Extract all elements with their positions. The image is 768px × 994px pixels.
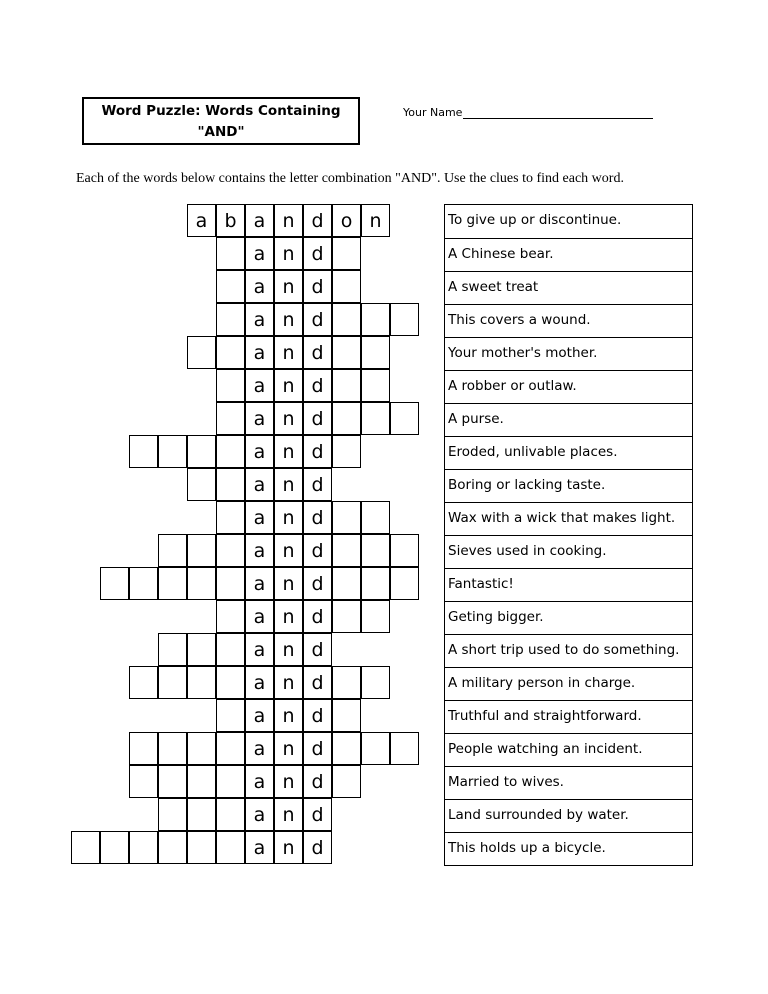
grid-cell[interactable] (129, 666, 158, 699)
title-line-2: "AND" (197, 124, 245, 140)
clue-row: Boring or lacking taste. (445, 469, 692, 502)
grid-cell[interactable]: a (245, 798, 274, 831)
grid-cell[interactable]: d (303, 666, 332, 699)
grid-cell[interactable] (332, 369, 361, 402)
grid-cell[interactable] (216, 336, 245, 369)
clue-row: A sweet treat (445, 271, 692, 304)
clue-row: Married to wives. (445, 766, 692, 799)
clue-row: Wax with a wick that makes light. (445, 502, 692, 535)
grid-cell[interactable]: n (274, 534, 303, 567)
grid-cell[interactable]: n (274, 567, 303, 600)
grid-cell[interactable] (187, 468, 216, 501)
clue-row: This holds up a bicycle. (445, 832, 692, 865)
grid-cell[interactable] (216, 798, 245, 831)
grid-cell[interactable] (332, 666, 361, 699)
grid-cell[interactable] (216, 732, 245, 765)
grid-cell[interactable]: a (245, 435, 274, 468)
grid-cell[interactable]: n (274, 204, 303, 237)
grid-cell[interactable]: n (361, 204, 390, 237)
grid-cell[interactable] (187, 798, 216, 831)
grid-cell[interactable] (216, 303, 245, 336)
grid-cell[interactable]: a (245, 336, 274, 369)
grid-cell[interactable]: d (303, 204, 332, 237)
grid-cell[interactable] (158, 567, 187, 600)
grid-cell[interactable]: a (245, 666, 274, 699)
grid-cell[interactable]: n (274, 303, 303, 336)
clue-row: A robber or outlaw. (445, 370, 692, 403)
grid-cell[interactable] (129, 765, 158, 798)
grid-cell[interactable]: d (303, 270, 332, 303)
grid-cell[interactable]: d (303, 633, 332, 666)
grid-cell[interactable]: d (303, 369, 332, 402)
grid-cell[interactable]: n (274, 402, 303, 435)
grid-cell[interactable]: o (332, 204, 361, 237)
grid-cell[interactable] (361, 567, 390, 600)
your-name-field[interactable] (403, 106, 653, 119)
grid-cell[interactable]: a (245, 501, 274, 534)
clue-row: Geting bigger. (445, 601, 692, 634)
grid-cell[interactable]: d (303, 468, 332, 501)
grid-cell[interactable]: n (274, 765, 303, 798)
grid-cell[interactable] (216, 237, 245, 270)
grid-cell[interactable] (216, 765, 245, 798)
grid-cell[interactable] (361, 336, 390, 369)
grid-cell[interactable] (332, 600, 361, 633)
grid-cell[interactable] (216, 534, 245, 567)
grid-cell[interactable] (332, 435, 361, 468)
grid-cell[interactable]: n (274, 699, 303, 732)
grid-cell[interactable]: a (245, 600, 274, 633)
grid-cell[interactable]: d (303, 600, 332, 633)
grid-cell[interactable] (187, 567, 216, 600)
grid-cell[interactable] (216, 600, 245, 633)
grid-cell[interactable] (332, 402, 361, 435)
grid-cell[interactable] (332, 270, 361, 303)
grid-cell[interactable] (361, 369, 390, 402)
grid-cell[interactable]: d (303, 303, 332, 336)
grid-cell[interactable]: a (245, 633, 274, 666)
grid-cell[interactable]: n (274, 501, 303, 534)
grid-cell[interactable]: d (303, 501, 332, 534)
grid-cell[interactable] (361, 402, 390, 435)
grid-cell[interactable] (332, 237, 361, 270)
grid-cell[interactable] (361, 501, 390, 534)
grid-cell[interactable] (100, 567, 129, 600)
grid-cell[interactable] (187, 732, 216, 765)
grid-cell[interactable]: b (216, 204, 245, 237)
grid-cell[interactable]: d (303, 732, 332, 765)
grid-cell[interactable] (332, 699, 361, 732)
grid-cell[interactable] (361, 732, 390, 765)
puzzle-title (82, 97, 360, 145)
grid-cell[interactable]: a (245, 534, 274, 567)
grid-cell[interactable] (158, 534, 187, 567)
grid-cell[interactable]: n (274, 237, 303, 270)
grid-cell[interactable] (216, 369, 245, 402)
grid-cell[interactable]: a (245, 699, 274, 732)
grid-cell[interactable] (158, 798, 187, 831)
grid-cell[interactable] (158, 765, 187, 798)
grid-cell[interactable] (216, 567, 245, 600)
grid-cell[interactable] (187, 831, 216, 864)
grid-cell[interactable] (187, 633, 216, 666)
clue-row: Your mother's mother. (445, 337, 692, 370)
grid-cell[interactable]: d (303, 798, 332, 831)
grid-cell[interactable]: a (245, 567, 274, 600)
clue-row: Truthful and straightforward. (445, 700, 692, 733)
clue-row: A short trip used to do something. (445, 634, 692, 667)
grid-cell[interactable] (332, 732, 361, 765)
grid-cell[interactable]: d (303, 534, 332, 567)
grid-cell[interactable] (390, 534, 419, 567)
clue-row: Eroded, unlivable places. (445, 436, 692, 469)
clue-row: To give up or discontinue. (448, 212, 622, 228)
grid-cell[interactable] (390, 402, 419, 435)
grid-cell[interactable] (187, 336, 216, 369)
grid-cell[interactable] (216, 435, 245, 468)
grid-cell[interactable]: n (274, 798, 303, 831)
grid-cell[interactable] (390, 732, 419, 765)
grid-cell[interactable] (187, 435, 216, 468)
grid-cell[interactable] (332, 336, 361, 369)
grid-cell[interactable] (216, 633, 245, 666)
grid-cell[interactable]: d (303, 765, 332, 798)
grid-cell[interactable]: n (274, 336, 303, 369)
grid-cell[interactable] (361, 666, 390, 699)
grid-cell[interactable] (129, 732, 158, 765)
grid-cell[interactable]: d (303, 567, 332, 600)
grid-cell[interactable]: a (245, 831, 274, 864)
grid-cell[interactable]: a (245, 468, 274, 501)
grid-cell[interactable]: d (303, 402, 332, 435)
grid-cell[interactable] (187, 534, 216, 567)
grid-cell[interactable] (390, 303, 419, 336)
grid-cell[interactable]: a (245, 204, 274, 237)
grid-cell[interactable] (216, 699, 245, 732)
grid-cell[interactable] (216, 468, 245, 501)
grid-cell[interactable] (100, 831, 129, 864)
grid-cell[interactable]: n (274, 831, 303, 864)
your-name-line[interactable] (463, 107, 653, 119)
grid-cell[interactable]: a (245, 765, 274, 798)
grid-cell[interactable]: n (274, 270, 303, 303)
clue-row: A purse. (445, 403, 692, 436)
title-line-1: Word Puzzle: Words Containing (101, 103, 341, 119)
grid-cell[interactable] (216, 501, 245, 534)
grid-cell[interactable] (158, 732, 187, 765)
your-name-label: Your Name (403, 106, 463, 119)
grid-cell[interactable] (332, 765, 361, 798)
grid-cell[interactable] (158, 831, 187, 864)
grid-cell[interactable] (129, 567, 158, 600)
grid-cell[interactable] (158, 666, 187, 699)
grid-cell[interactable] (361, 303, 390, 336)
clue-list (444, 204, 693, 866)
grid-cell[interactable] (332, 501, 361, 534)
grid-cell[interactable] (361, 534, 390, 567)
grid-cell[interactable] (129, 435, 158, 468)
clue-row: This covers a wound. (445, 304, 692, 337)
grid-cell[interactable]: d (303, 831, 332, 864)
grid-cell[interactable]: d (303, 237, 332, 270)
grid-cell[interactable]: n (274, 600, 303, 633)
grid-cell[interactable] (158, 633, 187, 666)
grid-cell[interactable]: n (274, 468, 303, 501)
grid-cell[interactable] (216, 270, 245, 303)
grid-cell[interactable] (187, 666, 216, 699)
grid-cell[interactable] (332, 534, 361, 567)
grid-cell[interactable]: d (303, 336, 332, 369)
grid-cell[interactable] (332, 303, 361, 336)
instructions: Each of the words below contains the letter combination "AND". Use the clues to find each word. (76, 171, 624, 186)
grid-cell[interactable] (71, 831, 100, 864)
grid-cell[interactable] (332, 567, 361, 600)
grid-cell[interactable]: a (187, 204, 216, 237)
grid-cell[interactable]: a (245, 732, 274, 765)
grid-cell[interactable]: a (245, 402, 274, 435)
grid-cell[interactable] (361, 600, 390, 633)
grid-cell[interactable] (216, 666, 245, 699)
grid-cell[interactable] (216, 831, 245, 864)
grid-cell[interactable]: a (245, 237, 274, 270)
grid-cell[interactable]: a (245, 303, 274, 336)
clue-row: People watching an incident. (445, 733, 692, 766)
grid-cell[interactable] (216, 402, 245, 435)
grid-cell[interactable]: n (274, 435, 303, 468)
grid-cell[interactable] (187, 765, 216, 798)
clue-row: Land surrounded by water. (445, 799, 692, 832)
grid-cell[interactable] (129, 831, 158, 864)
grid-cell[interactable]: n (274, 666, 303, 699)
clue-row: A Chinese bear. (445, 238, 692, 271)
grid-cell[interactable] (158, 435, 187, 468)
clue-row: Sieves used in cooking. (445, 535, 692, 568)
grid-cell[interactable]: a (245, 369, 274, 402)
grid-cell[interactable]: n (274, 369, 303, 402)
clue-row: Fantastic! (445, 568, 692, 601)
grid-cell[interactable]: n (274, 633, 303, 666)
clue-row: A military person in charge. (445, 667, 692, 700)
grid-cell[interactable]: d (303, 435, 332, 468)
grid-cell[interactable]: d (303, 699, 332, 732)
grid-cell[interactable] (390, 567, 419, 600)
grid-cell[interactable]: a (245, 270, 274, 303)
grid-cell[interactable]: n (274, 732, 303, 765)
